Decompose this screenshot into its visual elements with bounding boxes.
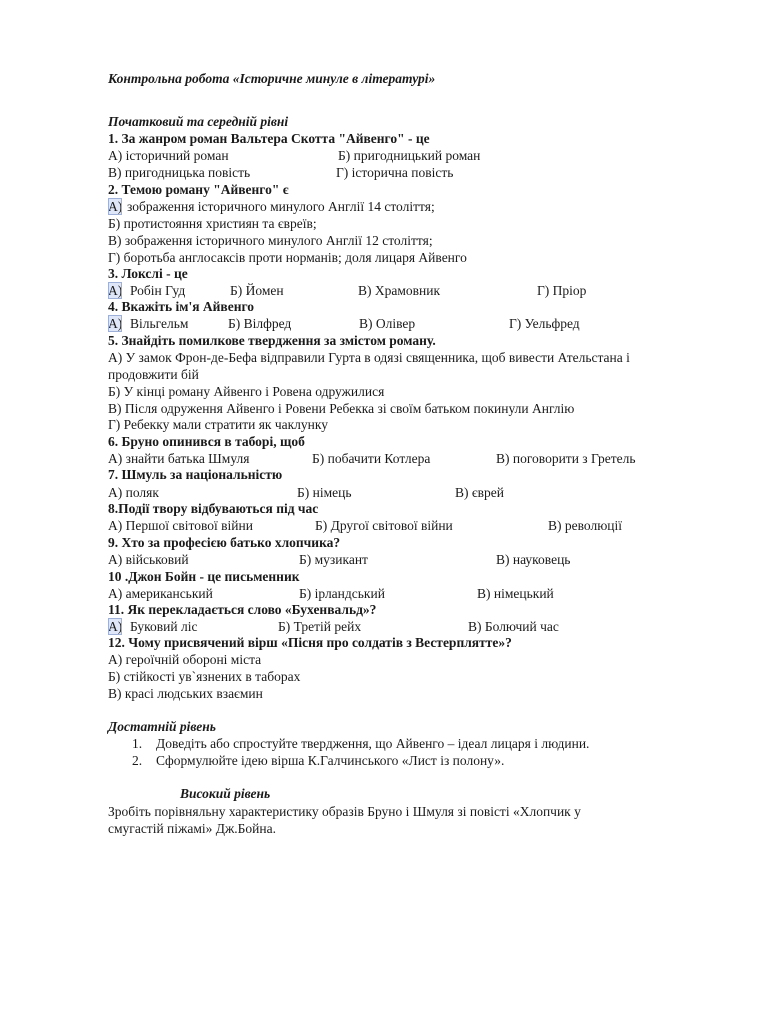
option: Г) боротьба англосаксів проти норманів; доля лицаря Айвенго <box>108 250 467 265</box>
option: В) Після одруження Айвенго і Ровени Ребекка зі своїм батьком покинули Англію <box>108 401 575 416</box>
option-label-highlighted: А) <box>108 619 123 634</box>
task-text: Зробіть порівняльну характеристику образів Бруно і Шмуля зі повісті «Хлопчик у <box>108 804 581 819</box>
option: продовжити бій <box>108 367 199 382</box>
option: В) єврей <box>455 485 505 500</box>
list-number: 1. <box>132 736 143 751</box>
option: Г) Пріор <box>537 283 587 298</box>
option: зображення історичного минулого Англії 14 століття; <box>127 199 435 214</box>
option: Б) протистояння християн та євреїв; <box>108 216 317 231</box>
option: Б) Йомен <box>230 283 284 298</box>
option: А) У замок Фрон-де-Бефа відправили Гурта в одязі священника, щоб вивести Ательстана і <box>108 350 630 365</box>
question-7: 7. Шмуль за національністю <box>108 467 283 482</box>
option: А) історичний роман <box>108 148 229 163</box>
question-3: 3. Локслі - це <box>108 266 188 281</box>
option: Б) Другої світової війни <box>315 518 453 533</box>
option: Б) музикант <box>299 552 368 567</box>
question-11: 11. Як перекладається слово «Бухенвальд»? <box>108 602 377 617</box>
option: В) науковець <box>496 552 571 567</box>
option: Б) У кінці роману Айвенго і Ровена одружилися <box>108 384 385 399</box>
option-label-highlighted: А) <box>108 283 123 298</box>
option: А) героїчній обороні міста <box>108 652 262 667</box>
task-text: смугастій піжамі» Дж.Бойна. <box>108 821 276 836</box>
option: Б) пригодницький роман <box>338 148 481 163</box>
list-number: 2. <box>132 753 143 768</box>
option: Б) Вілфред <box>228 316 292 331</box>
question-10: 10 .Джон Бойн - це письменник <box>108 569 300 584</box>
option: Б) побачити Котлера <box>312 451 431 466</box>
option: Б) ірландський <box>299 586 385 601</box>
question-5: 5. Знайдіть помилкове твердження за змістом роману. <box>108 333 436 348</box>
option: Б) Третій рейх <box>278 619 362 634</box>
option: В) революції <box>548 518 623 533</box>
option: В) Болючий час <box>468 619 559 634</box>
option: В) зображення історичного минулого Англії 12 століття; <box>108 233 433 248</box>
option-label-highlighted: А) <box>108 199 123 214</box>
option: Г) історична повість <box>336 165 454 180</box>
option: Г) Уельфред <box>509 316 580 331</box>
option: В) красі людських взаємин <box>108 686 263 701</box>
option: Буковий ліс <box>130 619 198 634</box>
option: Б) німець <box>297 485 352 500</box>
option: Б) стійкості ув`язнених в таборах <box>108 669 301 684</box>
option: В) Олівер <box>359 316 416 331</box>
option: А) військовий <box>108 552 189 567</box>
question-12: 12. Чому присвячений вірш «Пісня про солдатів з Вестерплятте»? <box>108 635 512 650</box>
option: Г) Ребекку мали стратити як чаклунку <box>108 417 329 432</box>
document-title: Контрольна робота «Історичне минуле в літературі» <box>108 71 436 86</box>
question-8: 8.Події твору відбуваються під час <box>108 501 319 516</box>
question-2: 2. Темою роману "Айвенго" є <box>108 182 289 197</box>
option: А) американський <box>108 586 213 601</box>
option: Вільгельм <box>130 316 189 331</box>
question-6: 6. Бруно опинився в таборі, щоб <box>108 434 305 449</box>
option: В) Храмовник <box>358 283 441 298</box>
list-item: Доведіть або спростуйте твердження, що Айвенго – ідеал лицаря і людини. <box>156 736 590 751</box>
question-9: 9. Хто за професією батько хлопчика? <box>108 535 341 550</box>
section-heading-basic: Початковий та середній рівні <box>108 114 289 129</box>
option: В) пригодницька повість <box>108 165 251 180</box>
option: А) знайти батька Шмуля <box>108 451 250 466</box>
option: Робін Гуд <box>130 283 186 298</box>
section-heading-sufficient: Достатній рівень <box>108 719 216 734</box>
option: А) Першої світової війни <box>108 518 253 533</box>
option: А) поляк <box>108 485 159 500</box>
section-heading-high: Високий рівень <box>180 786 271 801</box>
option-label-highlighted: А) <box>108 316 123 331</box>
question-1: 1. За жанром роман Вальтера Скотта "Айвенго" - це <box>108 131 430 146</box>
question-4: 4. Вкажіть ім'я Айвенго <box>108 299 255 314</box>
option: В) німецький <box>477 586 554 601</box>
option: В) поговорити з Гретель <box>496 451 636 466</box>
list-item: Сформулюйте ідею вірша К.Галчинського «Лист із полону». <box>156 753 505 768</box>
